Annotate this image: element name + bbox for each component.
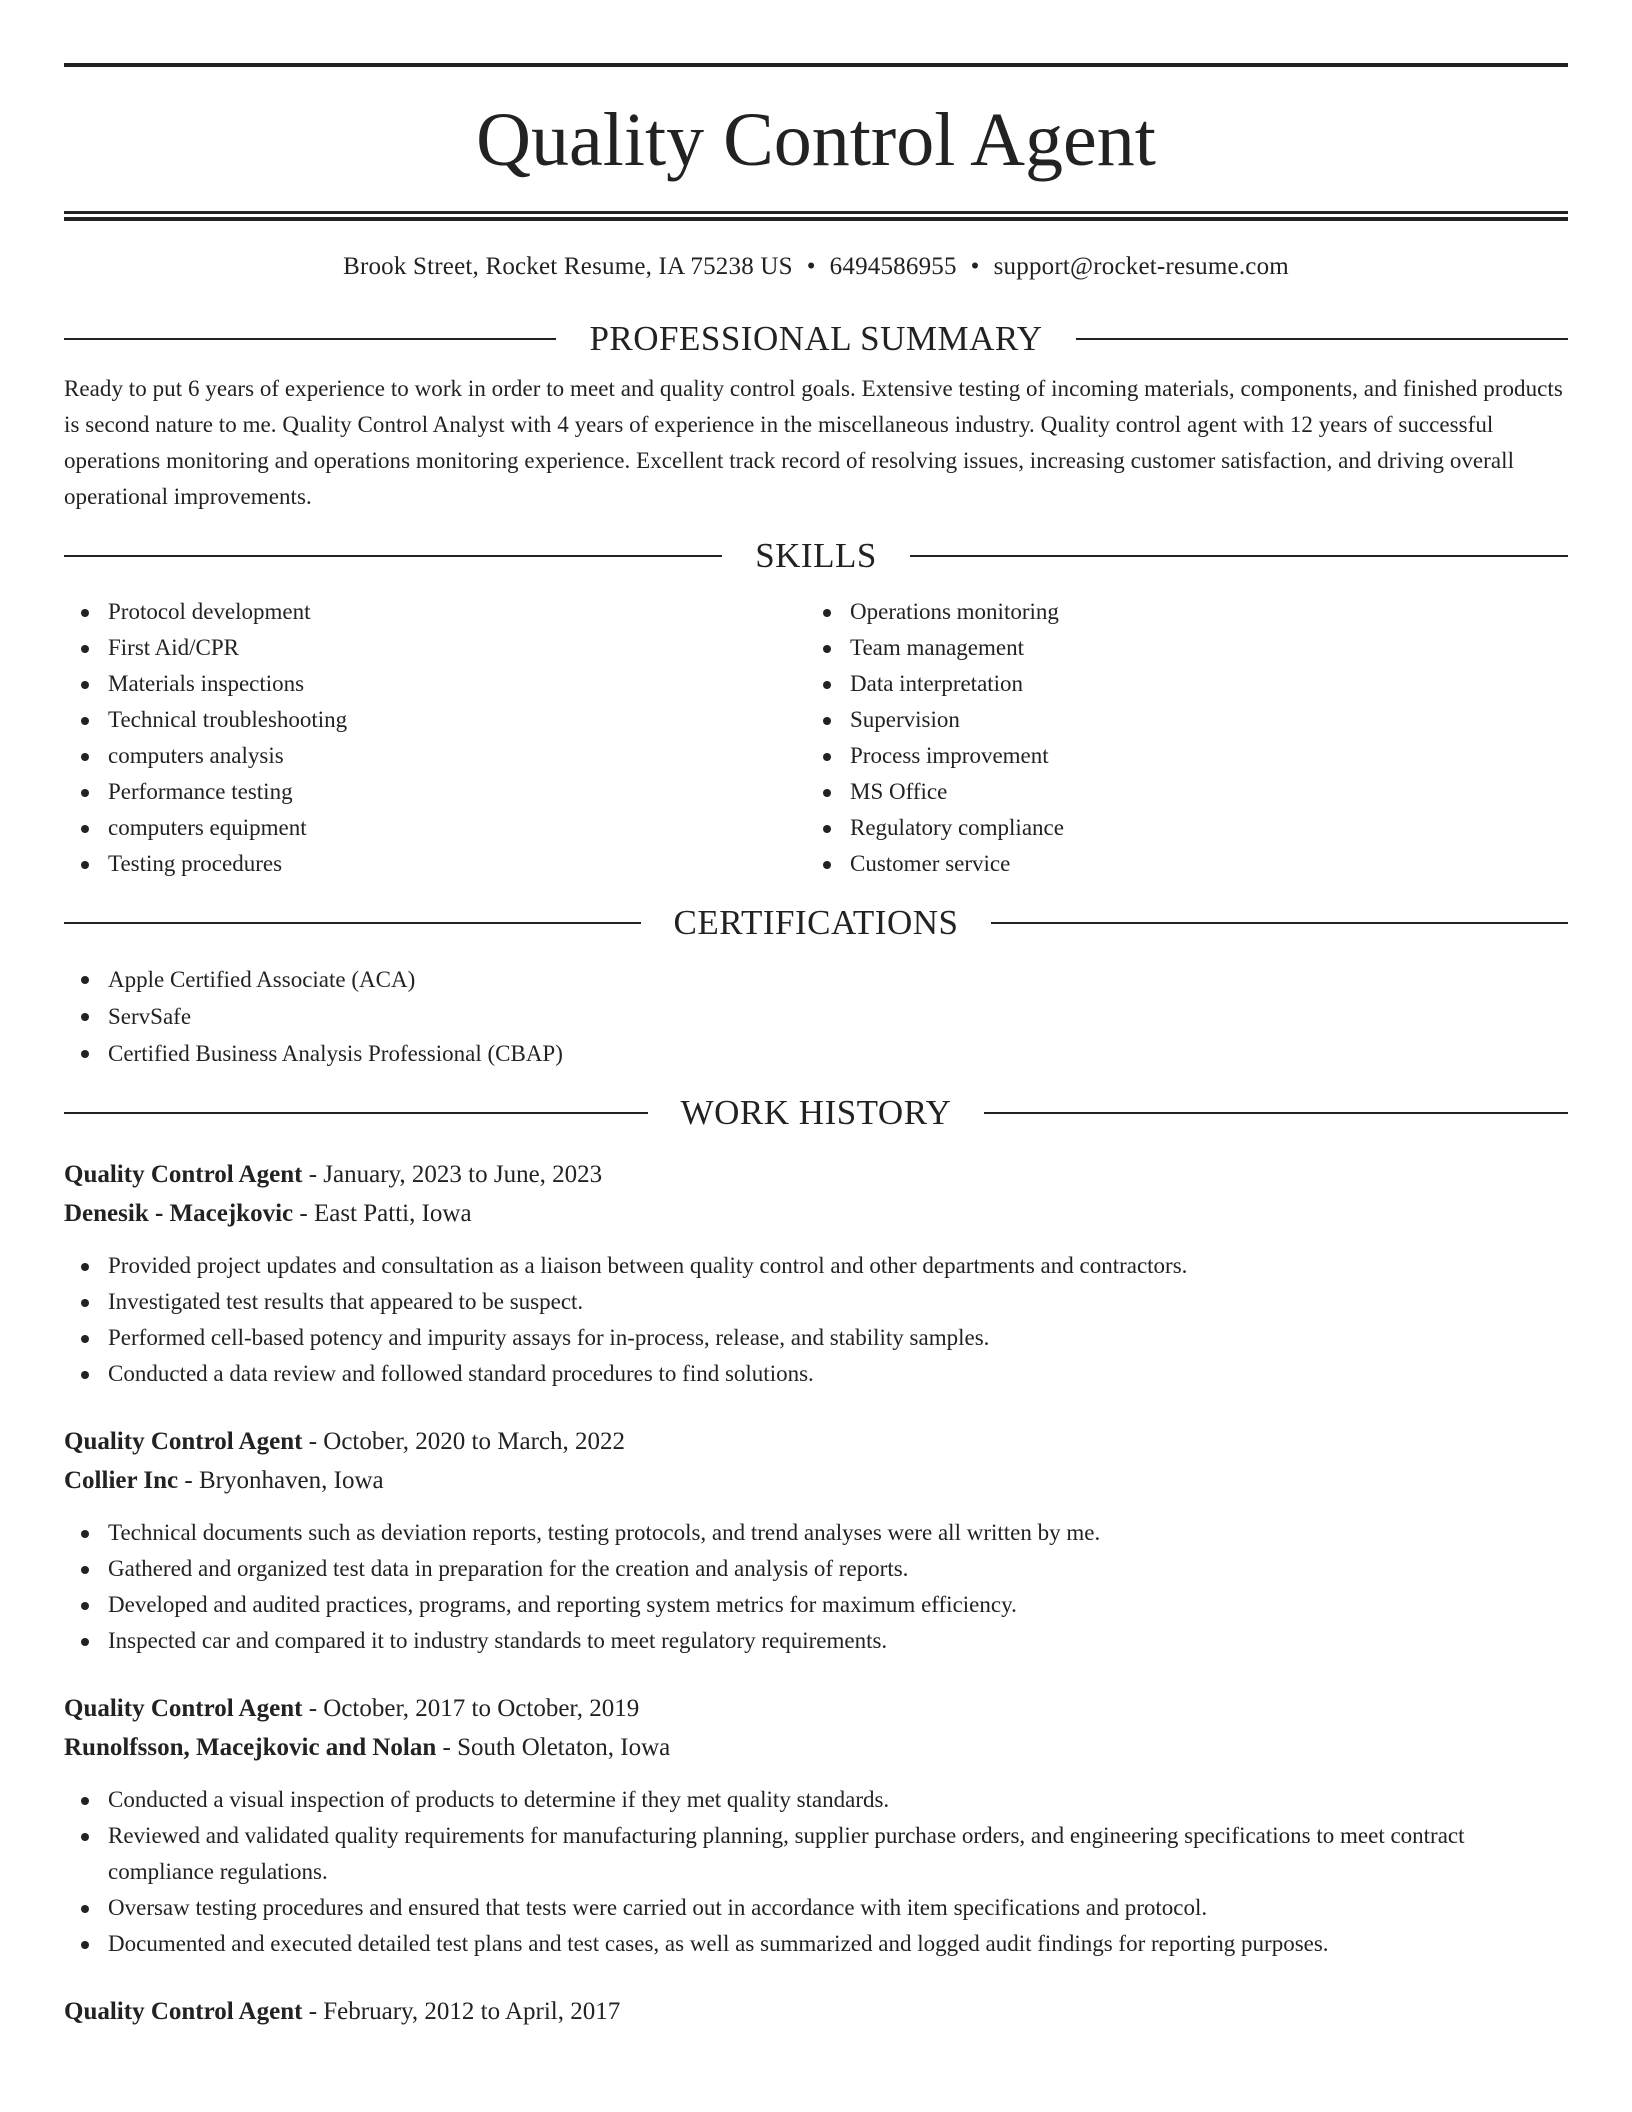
job-company: Denesik - Macejkovic [64, 1200, 294, 1227]
list-item: Data interpretation [806, 666, 1548, 702]
list-item: Apple Certified Associate (ACA) [64, 961, 1568, 998]
job-company-line [64, 1194, 1568, 1233]
job-title-line [64, 1155, 1568, 1194]
contact-separator: • [970, 253, 980, 280]
list-item: First Aid/CPR [64, 630, 806, 666]
list-item: Conducted a data review and followed standard procedures to find solutions. [64, 1356, 1568, 1392]
list-item: Inspected car and compared it to industry standards to meet regulatory requirements. [64, 1623, 1568, 1659]
section-title: SKILLS [755, 536, 877, 575]
job-entry [64, 1689, 1568, 1962]
list-item: Operations monitoring [806, 594, 1548, 630]
skills-columns [64, 594, 1568, 882]
contact-line [64, 251, 1568, 283]
heading-rule [64, 555, 722, 557]
job-dates: - October, 2020 to March, 2022 [302, 1428, 625, 1455]
section-title: CERTIFICATIONS [673, 903, 959, 942]
job-dates: - February, 2012 to April, 2017 [302, 1998, 621, 2025]
list-item: Supervision [806, 702, 1548, 738]
section-title: PROFESSIONAL SUMMARY [589, 319, 1043, 358]
heading-rule [991, 922, 1568, 924]
list-item: ServSafe [64, 998, 1568, 1035]
job-title-line [64, 1689, 1568, 1728]
resume-page [64, 63, 1568, 2031]
section-title: WORK HISTORY [680, 1093, 952, 1132]
job-entry [64, 1992, 1568, 2031]
certifications-list [64, 961, 1568, 1072]
skills-heading [64, 534, 1568, 578]
skills-list-left [64, 594, 806, 882]
job-entry [64, 1155, 1568, 1392]
list-item: Developed and audited practices, programs, and reporting system metrics for maximum efficiency. [64, 1587, 1568, 1623]
list-item: computers analysis [64, 738, 806, 774]
job-title: Quality Control Agent [64, 1428, 303, 1455]
list-item: Regulatory compliance [806, 810, 1548, 846]
job-title: Quality Control Agent [64, 1161, 303, 1188]
list-item: Oversaw testing procedures and ensured that tests were carried out in accordance with item specifications and protocol. [64, 1890, 1568, 1926]
summary-text: Ready to put 6 years of experience to work in order to meet and quality control goals. Extensive testing of incoming materials, components, and finished products is second nature to me. Quality Control Analyst with 4 years of experience in the miscellaneous industry. Quality control agent with 12 years of successful operations monitoring and operations monitoring experience. Excellent track record of resolving issues, increasing customer satisfaction, and driving overall operational improvements. [64, 376, 1563, 509]
job-location: - East Patti, Iowa [293, 1200, 472, 1227]
heading-rule [64, 922, 641, 924]
job-dates: - October, 2017 to October, 2019 [302, 1695, 640, 1722]
summary-heading [64, 317, 1568, 361]
list-item: Process improvement [806, 738, 1548, 774]
list-item: Team management [806, 630, 1548, 666]
list-item: Provided project updates and consultation as a liaison between quality control and other departments and contractors. [64, 1248, 1568, 1284]
job-title-line [64, 1422, 1568, 1461]
list-item: Performed cell-based potency and impurity assays for in-process, release, and stability samples. [64, 1320, 1568, 1356]
contact-separator: • [806, 253, 816, 280]
job-title-line [64, 1992, 1568, 2031]
job-title: Quality Control Agent [64, 1998, 303, 2025]
job-bullets [64, 1515, 1568, 1659]
contact-phone: 6494586955 [829, 253, 957, 280]
heading-rule [1076, 338, 1568, 340]
list-item: Documented and executed detailed test plans and test cases, as well as summarized and logged audit findings for reporting purposes. [64, 1926, 1568, 1962]
list-item: Certified Business Analysis Professional (CBAP) [64, 1035, 1568, 1072]
list-item: Testing procedures [64, 846, 806, 882]
resume-name: Quality Control Agent [476, 98, 1156, 182]
heading-rule [64, 1112, 648, 1114]
list-item: Reviewed and validated quality requirements for manufacturing planning, supplier purchase orders, and engineering specifications to meet contract compliance regulations. [64, 1818, 1568, 1890]
work-history-heading [64, 1091, 1568, 1135]
skills-list-right [806, 594, 1548, 882]
list-item: computers equipment [64, 810, 806, 846]
heading-rule [64, 338, 556, 340]
job-company-line [64, 1461, 1568, 1500]
list-item: Technical troubleshooting [64, 702, 806, 738]
list-item: Technical documents such as deviation reports, testing protocols, and trend analyses were all written by me. [64, 1515, 1568, 1551]
list-item: Conducted a visual inspection of products to determine if they met quality standards. [64, 1782, 1568, 1818]
list-item: Gathered and organized test data in preparation for the creation and analysis of reports. [64, 1551, 1568, 1587]
job-company-line [64, 1728, 1568, 1767]
heading-rule [984, 1112, 1568, 1114]
job-location: - South Oletaton, Iowa [436, 1734, 671, 1761]
job-location: - Bryonhaven, Iowa [178, 1467, 384, 1494]
contact-email: support@rocket-resume.com [993, 253, 1289, 280]
job-bullets [64, 1248, 1568, 1392]
list-item: Customer service [806, 846, 1548, 882]
contact-address: Brook Street, Rocket Resume, IA 75238 US [343, 253, 793, 280]
heading-rule [910, 555, 1568, 557]
job-bullets [64, 1782, 1568, 1962]
certifications-heading [64, 901, 1568, 945]
job-entry [64, 1422, 1568, 1659]
list-item: Protocol development [64, 594, 806, 630]
top-rule [64, 63, 1568, 67]
job-company: Collier Inc [64, 1467, 179, 1494]
job-company: Runolfsson, Macejkovic and Nolan [64, 1734, 437, 1761]
double-rule [64, 211, 1568, 221]
list-item: MS Office [806, 774, 1548, 810]
list-item: Investigated test results that appeared to be suspect. [64, 1284, 1568, 1320]
list-item: Materials inspections [64, 666, 806, 702]
job-dates: - January, 2023 to June, 2023 [302, 1161, 603, 1188]
list-item: Performance testing [64, 774, 806, 810]
job-title: Quality Control Agent [64, 1695, 303, 1722]
